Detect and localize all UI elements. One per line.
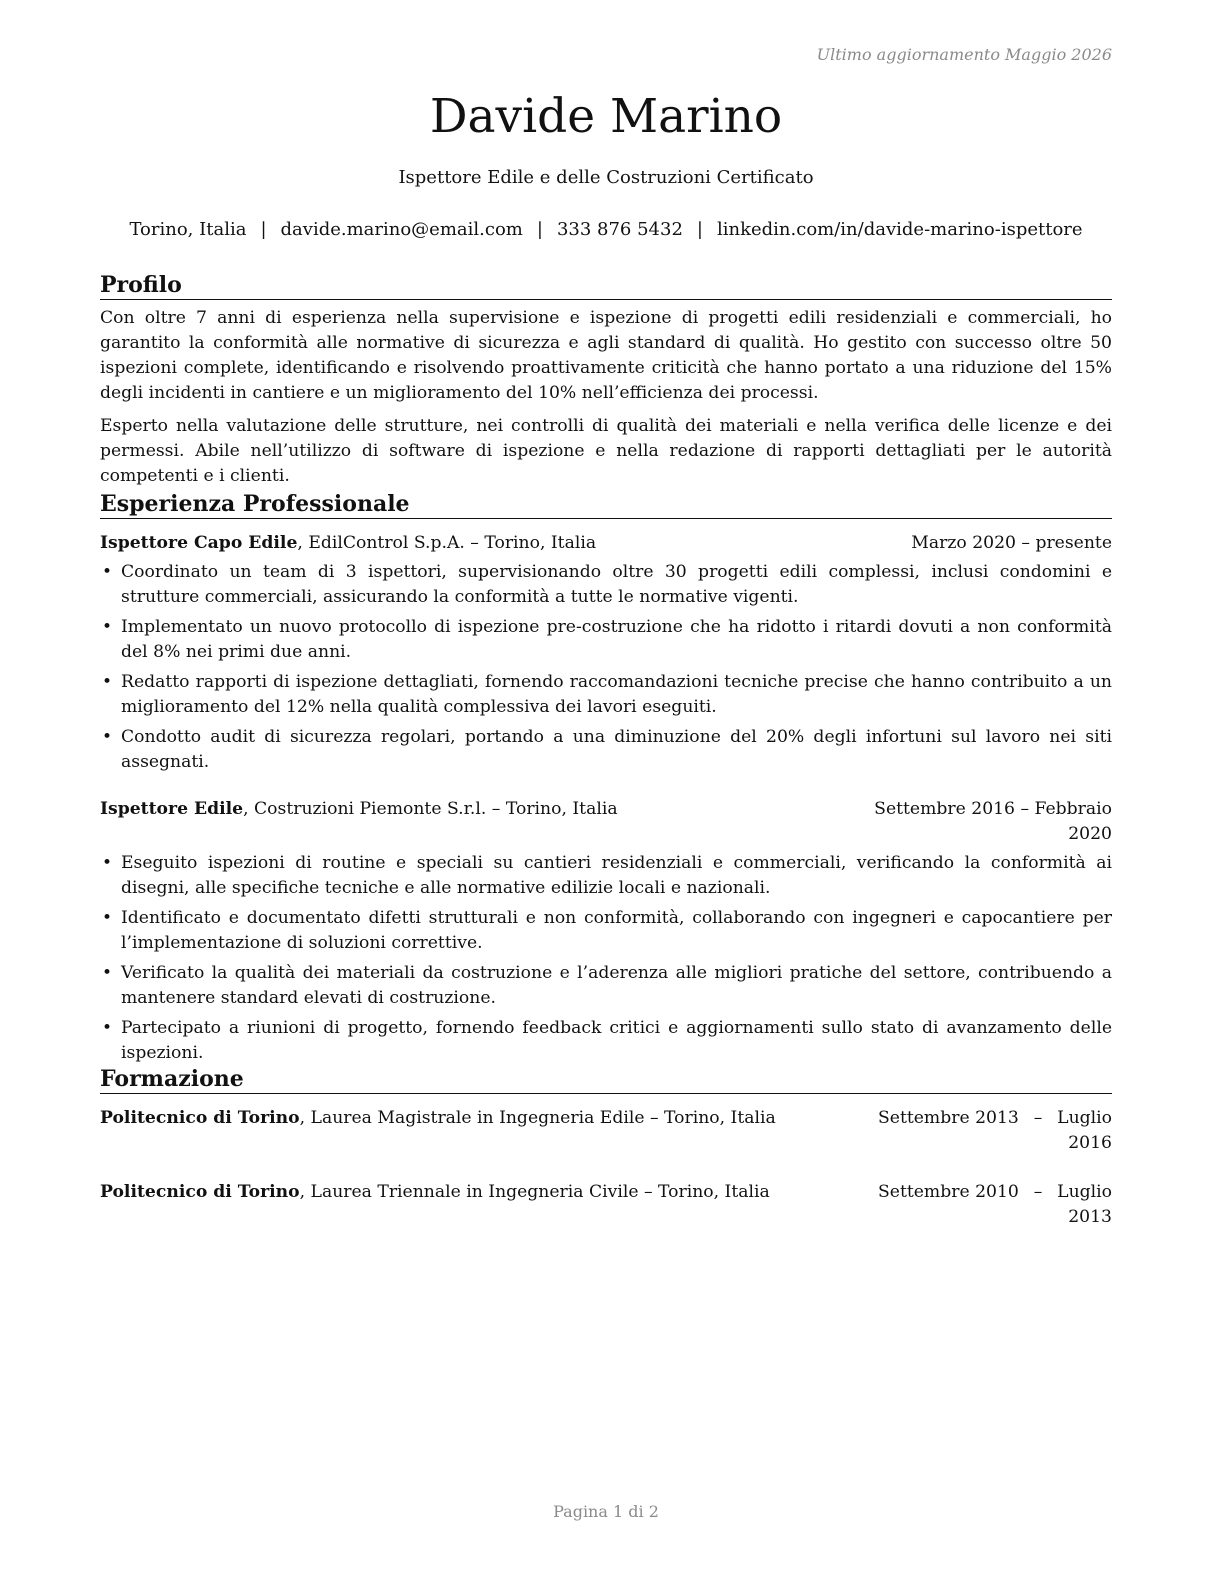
education-dates bbox=[878, 1106, 1112, 1156]
job-bullet: • Condotto audit di sicurezza regolari, portando a una diminuzione del 20% degli infortuni sul lavoro nei siti assegnati. bbox=[100, 725, 1112, 775]
candidate-name: Davide Marino bbox=[429, 89, 783, 144]
education-date-end-month: Luglio bbox=[1057, 1108, 1112, 1128]
contact-separator: | bbox=[536, 219, 543, 240]
job-bullet: • Coordinato un team di 3 ispettori, supervisionando oltre 30 progetti edili complessi, inclusi condomini e strutture commerciali, assicurando la conformità a tutte le normative vigenti. bbox=[100, 560, 1112, 610]
contact-separator: | bbox=[696, 219, 703, 240]
profile-section bbox=[100, 271, 1112, 489]
job-bullet: • Redatto rapporti di ispezione dettagliati, fornendo raccomandazioni tecniche precise che hanno contribuito a un miglioramento del 12% nella qualità complessiva dei lavori eseguiti. bbox=[100, 670, 1112, 720]
education-section bbox=[100, 1065, 1112, 1230]
job-role: Ispettore Edile bbox=[100, 799, 244, 819]
education-entry bbox=[100, 1180, 1112, 1230]
education-date-end-month: Luglio bbox=[1057, 1182, 1112, 1202]
education-date-end-year: 2013 bbox=[1068, 1207, 1112, 1227]
contact-email[interactable]: davide.marino@email.com bbox=[280, 219, 523, 240]
job-dates: Settembre 2016 – Febbraio 2020 bbox=[874, 799, 1112, 844]
job-bullet: • Partecipato a riunioni di progetto, fornendo feedback critici e aggiornamenti sullo stato di avanzamento delle ispezioni. bbox=[100, 1016, 1112, 1066]
education-dates bbox=[878, 1180, 1112, 1230]
candidate-headline: Ispettore Edile e delle Costruzioni Certificato bbox=[398, 167, 814, 188]
section-title-profile: Profilo bbox=[100, 271, 1112, 300]
profile-paragraph: Con oltre 7 anni di esperienza nella supervisione e ispezione di progetti edili residenziali e commerciali, ho garantito la conformità alle normative di sicurezza e agli standard di qualità. Ho gestito con successo oltre 50 ispezioni complete, identificando e risolvendo proattivamente criticità che hanno portato a una riduzione del 15% degli incidenti in cantiere e un miglioramento del 10% nell’efficienza dei processi. bbox=[100, 308, 1112, 403]
job-role: Ispettore Capo Edile bbox=[100, 533, 298, 553]
last-updated: Ultimo aggiornamento Maggio 2026 bbox=[816, 45, 1112, 64]
section-title-experience: Esperienza Professionale bbox=[100, 490, 1112, 519]
job-bullet: • Implementato un nuovo protocollo di ispezione pre-costruzione che ha ridotto i ritardi dovuti a non conformità del 8% nei primi due anni. bbox=[100, 615, 1112, 665]
job-company: , Costruzioni Piemonte S.r.l. – Torino, Italia bbox=[243, 799, 618, 819]
education-school: Politecnico di Torino bbox=[100, 1108, 300, 1128]
job-bullet: • Identificato e documentato difetti strutturali e non conformità, collaborando con ingegneri e capocantiere per l’implementazione di soluzioni correttive. bbox=[100, 906, 1112, 956]
job-bullet: • Eseguito ispezioni di routine e speciali su cantieri residenziali e commerciali, verificando la conformità ai disegni, alle specifiche tecniche e alle normative edilizie locali e nazionali. bbox=[100, 851, 1112, 901]
education-school: Politecnico di Torino bbox=[100, 1182, 300, 1202]
profile-paragraph: Esperto nella valutazione delle strutture, nei controlli di qualità dei materiali e nella verifica delle licenze e dei permessi. Abile nell’utilizzo di software di ispezione e nella redazione di rapporti dettagliati per le autorità competenti e i clienti. bbox=[100, 416, 1112, 486]
job-dates: Marzo 2020 – presente bbox=[911, 533, 1112, 553]
contact-separator: | bbox=[260, 219, 267, 240]
job-entry bbox=[100, 531, 1112, 775]
section-title-education: Formazione bbox=[100, 1065, 1112, 1094]
job-company: , EdilControl S.p.A. – Torino, Italia bbox=[297, 533, 597, 553]
education-date-start: Settembre 2013 bbox=[878, 1108, 1019, 1128]
education-date-dash: – bbox=[1033, 1108, 1043, 1128]
page-number: Pagina 1 di 2 bbox=[553, 1502, 659, 1521]
education-entry bbox=[100, 1106, 1112, 1156]
job-entry bbox=[100, 797, 1112, 1066]
resume-page bbox=[100, 0, 1112, 1584]
experience-section bbox=[100, 490, 1112, 1071]
contact-location: Torino, Italia bbox=[129, 219, 247, 240]
education-date-start: Settembre 2010 bbox=[878, 1182, 1019, 1202]
education-date-end-year: 2016 bbox=[1068, 1133, 1112, 1153]
contact-line bbox=[100, 219, 1112, 240]
contact-linkedin[interactable]: linkedin.com/in/davide-marino-ispettore bbox=[716, 219, 1083, 240]
education-degree: , Laurea Magistrale in Ingegneria Edile – Torino, Italia bbox=[299, 1108, 776, 1128]
job-bullet: • Verificato la qualità dei materiali da costruzione e l’aderenza alle migliori pratiche del settore, contribuendo a mantenere standard elevati di costruzione. bbox=[100, 961, 1112, 1011]
education-degree: , Laurea Triennale in Ingegneria Civile – Torino, Italia bbox=[299, 1182, 770, 1202]
contact-phone[interactable]: 333 876 5432 bbox=[556, 219, 683, 240]
education-date-dash: – bbox=[1033, 1182, 1043, 1202]
